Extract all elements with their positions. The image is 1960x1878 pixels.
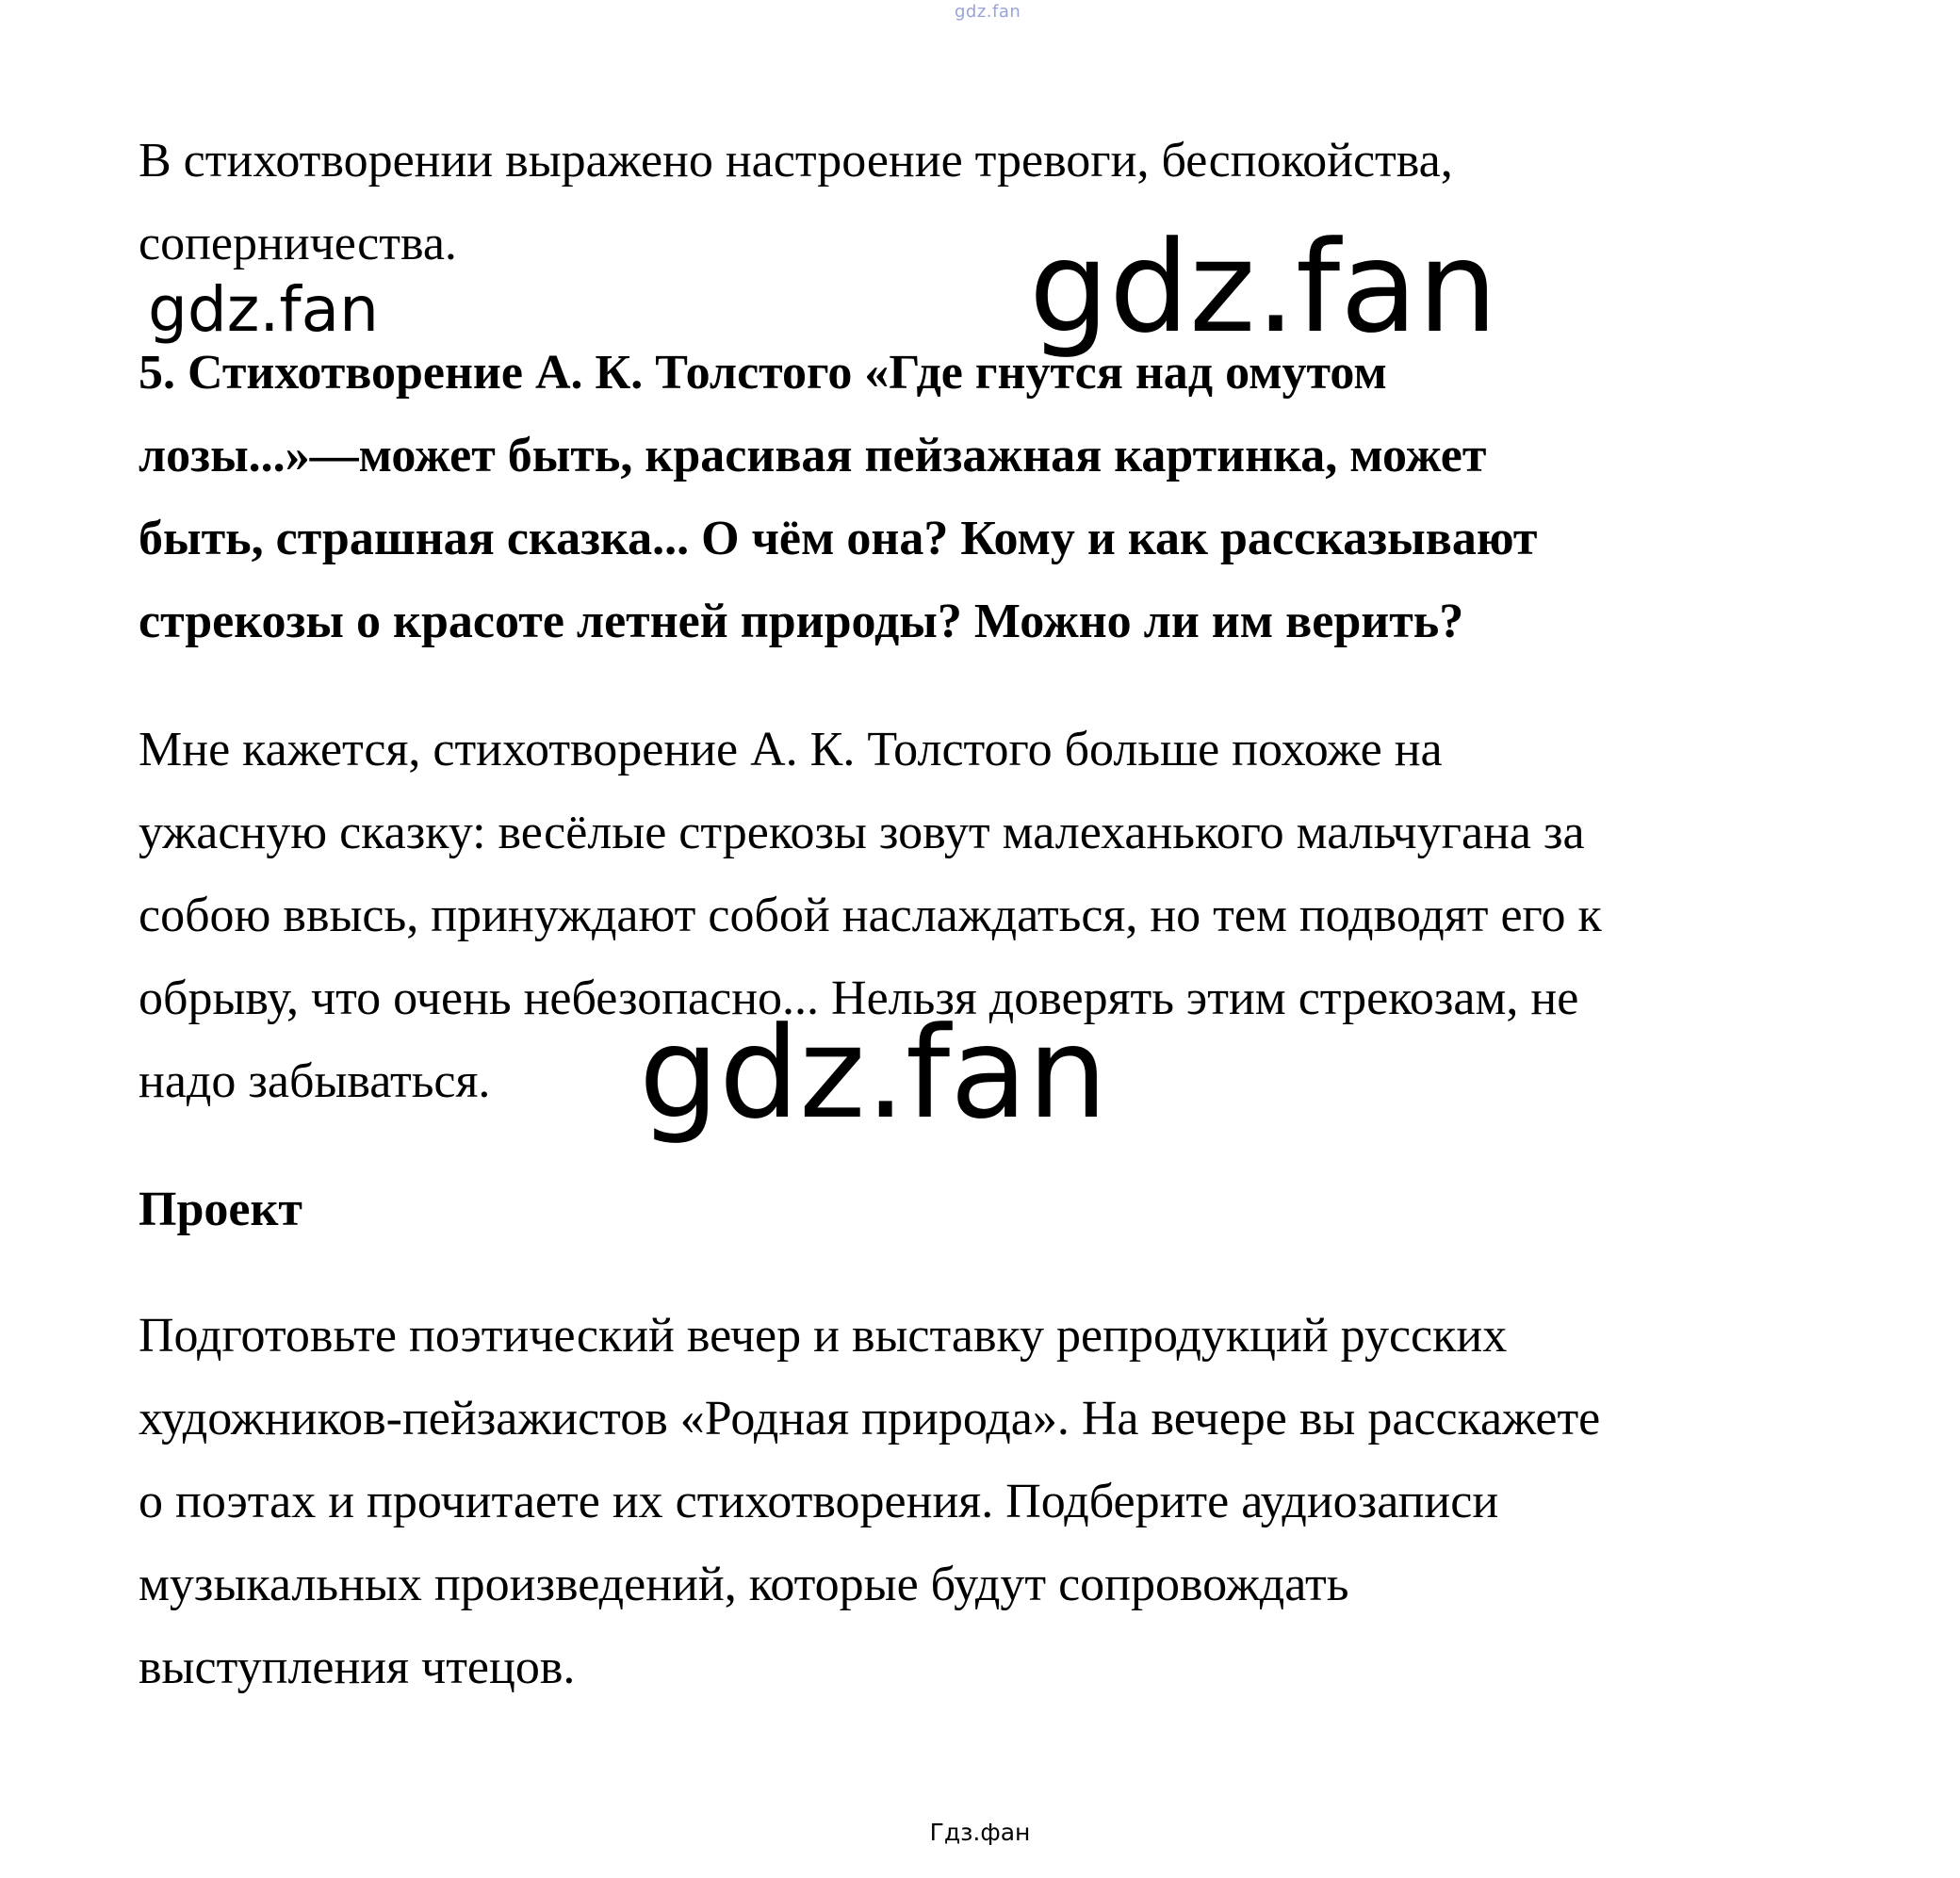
text-line: Мне кажется, стихотворение А. К. Толстого больше похоже на bbox=[139, 723, 1443, 776]
text-line: обрыву, что очень небезопасно... Нельзя доверять этим стрекозам, не bbox=[139, 972, 1579, 1025]
watermark-large-middle: gdz.fan bbox=[639, 1000, 1108, 1147]
text-line: Подготовьте поэтический вечер и выставку репродукций русских bbox=[139, 1309, 1508, 1363]
text-line: надо забываться. bbox=[139, 1054, 491, 1108]
mood-paragraph bbox=[139, 120, 1835, 286]
text-line: стрекозы о красоте летней природы? Можно ли им верить? bbox=[139, 595, 1464, 648]
text-line: собою ввысь, принуждают собой наслаждаться, но тем подводят его к bbox=[139, 889, 1602, 942]
text-line: В стихотворении выражено настроение тревоги, беспокойства, bbox=[139, 134, 1453, 188]
header-watermark: gdz.fan bbox=[955, 2, 1021, 22]
question-5 bbox=[139, 332, 1835, 663]
text-line: лозы...»—может быть, красивая пейзажная картинка, может bbox=[139, 429, 1487, 482]
page-footer: Гдз.фан bbox=[929, 1819, 1031, 1846]
watermark-large-top: gdz.fan bbox=[1029, 214, 1498, 361]
project-text bbox=[139, 1295, 1835, 1709]
text-line: о поэтах и прочитаете их стихотворения. Подберите аудиозаписи bbox=[139, 1475, 1499, 1528]
text-line: 5. Стихотворение А. К. Толстого «Где гнутся над омутом bbox=[139, 346, 1387, 400]
watermark-small: gdz.fan bbox=[148, 273, 379, 346]
text-line: быть, страшная сказка... О чём она? Кому и как рассказывают bbox=[139, 512, 1538, 565]
text-line: ужасную сказку: весёлые стрекозы зовут малеханького мальчугана за bbox=[139, 806, 1585, 859]
text-line: музыкальных произведений, которые будут сопровождать bbox=[139, 1558, 1349, 1611]
project-heading: Проект bbox=[139, 1183, 302, 1236]
text-line: соперничества. bbox=[139, 217, 457, 270]
text-line: выступления чтецов. bbox=[139, 1641, 576, 1694]
text-line: художников-пейзажистов «Родная природа». На вечере вы расскажете bbox=[139, 1392, 1601, 1445]
